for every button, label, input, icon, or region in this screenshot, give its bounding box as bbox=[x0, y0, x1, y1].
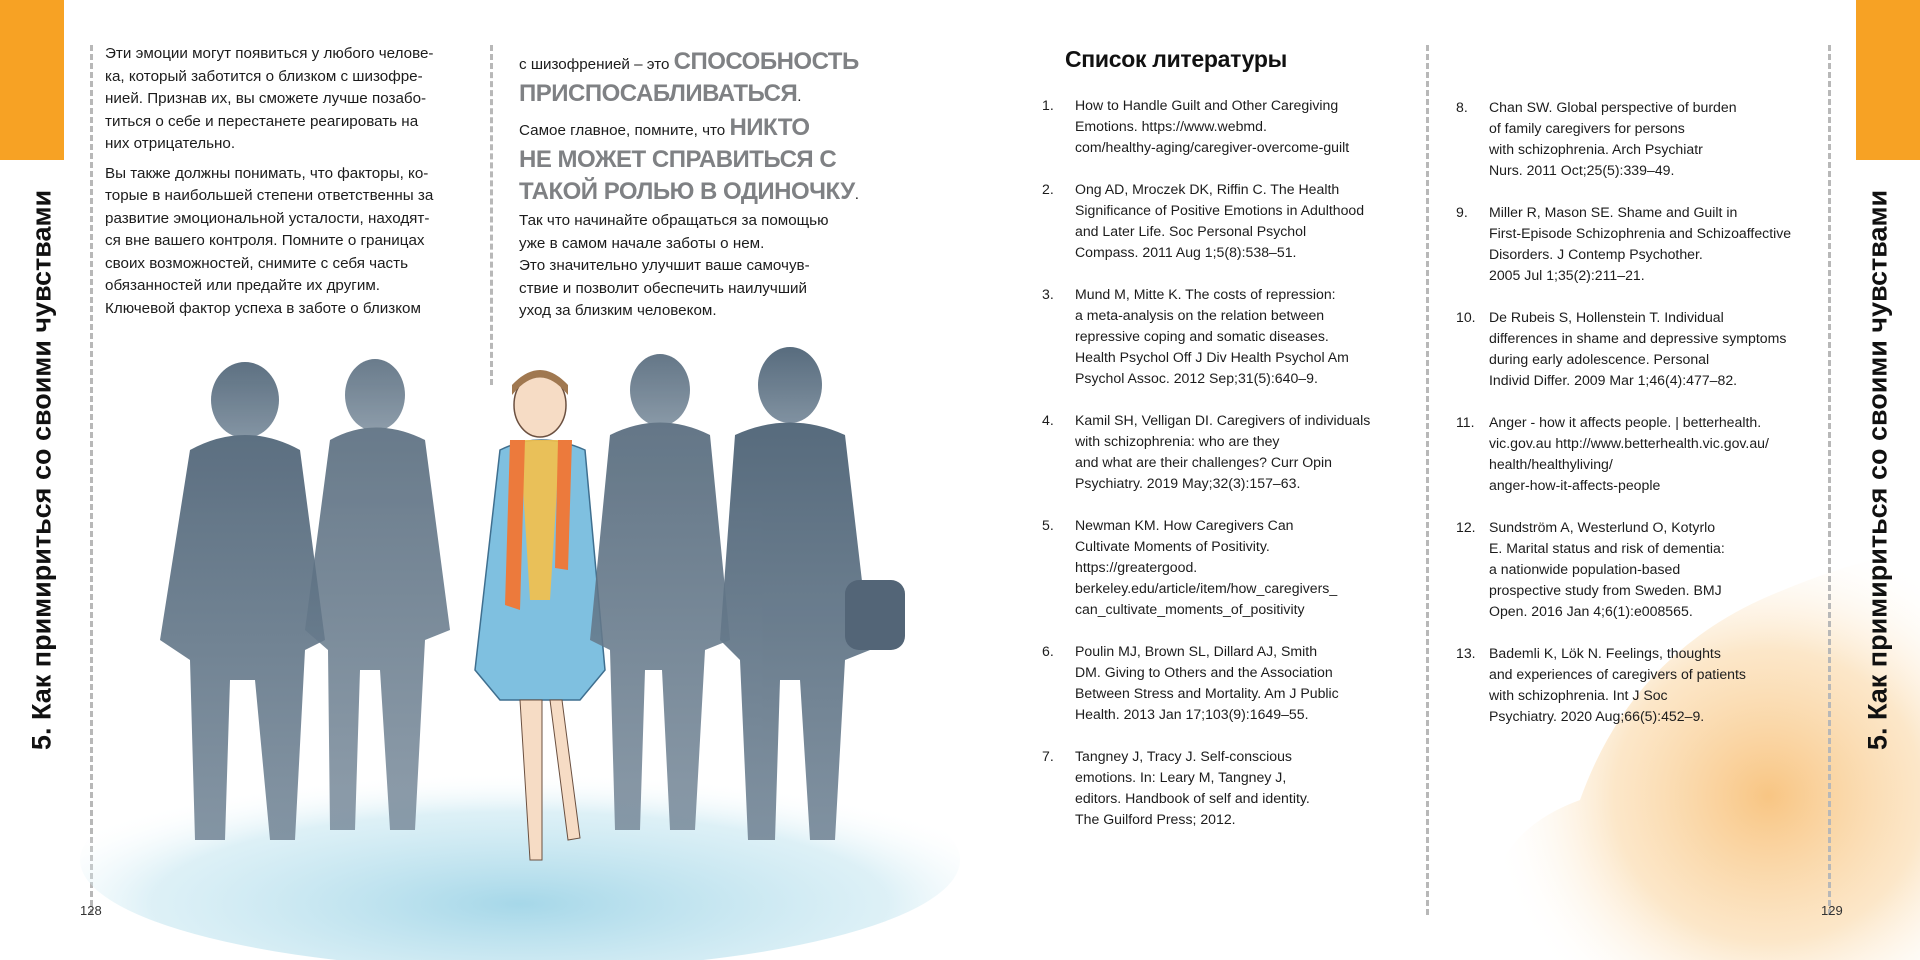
reference-number: 8. bbox=[1456, 99, 1468, 115]
reference-item bbox=[1042, 746, 1422, 830]
chapter-title-vertical: 5. Как примириться со своими чувствами bbox=[1862, 189, 1893, 751]
text-line: развитие эмоциональной усталости, находят- bbox=[105, 209, 430, 227]
reference-number: 10. bbox=[1456, 309, 1476, 325]
text-line: своих возможностей, снимите с себя часть bbox=[105, 254, 408, 272]
dashed-divider bbox=[1426, 45, 1429, 915]
reference-text: Mund M, Mitte K. The costs of repression: a meta-analysis on the relation between repressive coping and somatic diseases. Health Psychol Off J Div Health Psychol Am Psychol Assoc. 2012 Sep;31(5):640–9. bbox=[1075, 286, 1349, 386]
text-line: титься о себе и перестанете реагировать на bbox=[105, 112, 419, 130]
text-line: Вы также должны понимать, что факторы, ко- bbox=[105, 164, 429, 182]
text-line: Эти эмоции могут появиться у любого челове- bbox=[105, 45, 434, 62]
reference-item bbox=[1042, 410, 1422, 494]
reference-item bbox=[1456, 517, 1826, 622]
right-page bbox=[960, 0, 1920, 960]
orange-chapter-tab bbox=[0, 0, 64, 160]
reference-number: 13. bbox=[1456, 645, 1476, 661]
text-line bbox=[519, 112, 899, 144]
text-line: торые в наибольшей степени ответственны за bbox=[105, 187, 434, 204]
reference-number: 3. bbox=[1042, 286, 1054, 302]
text-line bbox=[519, 176, 899, 208]
emphasis-text: СПОСОБНОСТЬ bbox=[673, 48, 859, 75]
reference-text: Miller R, Mason SE. Shame and Guilt in First-Episode Schizophrenia and Schizoaffective Disorders. J Contemp Psychother. 2005 Jul 1;35(2):211–21. bbox=[1489, 204, 1792, 283]
reference-item bbox=[1042, 179, 1422, 263]
dashed-divider bbox=[1828, 45, 1831, 915]
text-line: Это значительно улучшит ваше самочув- bbox=[519, 257, 810, 274]
reference-text: Bademli K, Lök N. Feelings, thoughts and experiences of caregivers of patients with schizophrenia. Int J Soc Psychiatry. 2020 Aug;66(5):452–9. bbox=[1489, 645, 1746, 724]
reference-text: How to Handle Guilt and Other Caregiving Emotions. https://www.webmd. com/healthy-aging/caregiver-overcome-guilt bbox=[1075, 97, 1350, 155]
text-line: ся вне вашего контроля. Помните о границах bbox=[105, 232, 425, 249]
chapter-title-vertical: 5. Как примириться со своими чувствами bbox=[26, 189, 57, 751]
reference-number: 12. bbox=[1456, 519, 1476, 535]
reference-item bbox=[1456, 643, 1826, 727]
reference-text: Ong AD, Mroczek DK, Riffin C. The Health Significance of Positive Emotions in Adulthood and Later Life. Soc Personal Psychol Compass. 2011 Aug 1;5(8):538–51. bbox=[1075, 181, 1365, 260]
reference-number: 6. bbox=[1042, 643, 1054, 659]
emphasis-text: ПРИСПОСАБЛИВАТЬСЯ bbox=[519, 80, 798, 107]
page-number: 128 bbox=[80, 903, 102, 918]
reference-item bbox=[1456, 307, 1826, 391]
silhouette-figure bbox=[720, 347, 905, 840]
references-column-1 bbox=[1042, 95, 1422, 851]
text-line: обязанностей или предайте их другим. bbox=[105, 277, 380, 294]
text-line: нией. Признав их, вы сможете лучше позабо- bbox=[105, 90, 427, 107]
text-line: ствие и позволит обеспечить наилучший bbox=[519, 279, 807, 297]
reference-item bbox=[1042, 284, 1422, 389]
reference-item bbox=[1042, 515, 1422, 620]
text-column-2 bbox=[519, 46, 899, 323]
reference-number: 7. bbox=[1042, 748, 1054, 764]
orange-chapter-tab bbox=[1856, 0, 1920, 160]
references-column-2 bbox=[1456, 97, 1826, 748]
reference-number: 9. bbox=[1456, 204, 1468, 220]
reference-text: Newman KM. How Caregivers Can Cultivate Moments of Positivity. https://greatergood. berkeley.edu/article/item/how_caregivers_ can_cultivate_moments_of_positivity bbox=[1075, 517, 1338, 617]
text-line: уход за близким человеком. bbox=[519, 302, 717, 319]
dashed-divider bbox=[490, 45, 493, 385]
reference-item bbox=[1042, 641, 1422, 725]
reference-number: 11. bbox=[1456, 414, 1475, 430]
paragraph bbox=[105, 43, 480, 156]
reference-text: Chan SW. Global perspective of burden of family caregivers for persons with schizophrenia. Arch Psychiatr Nurs. 2011 Oct;25(5):339–49. bbox=[1489, 99, 1737, 178]
text-line: Так что начинайте обращаться за помощью bbox=[519, 212, 829, 229]
reference-text: De Rubeis S, Hollenstein T. Individual differences in shame and depressive symptoms during early adolescence. Personal Individ Differ. 2009 Mar 1;46(4):477–82. bbox=[1489, 309, 1787, 388]
watercolor-illustration-people bbox=[80, 340, 960, 960]
text-line: ка, который заботится о близком с шизофре- bbox=[105, 67, 423, 85]
reference-number: 1. bbox=[1042, 97, 1054, 113]
reference-number: 5. bbox=[1042, 517, 1054, 533]
text-line: уже в самом начале заботы о нем. bbox=[519, 234, 765, 252]
emphasis-text: НЕ МОЖЕТ СПРАВИТЬСЯ С bbox=[519, 146, 837, 173]
text-span: . bbox=[854, 186, 859, 203]
text-line bbox=[519, 46, 899, 78]
reference-number: 2. bbox=[1042, 181, 1054, 197]
emphasis-text: НИКТО bbox=[729, 114, 810, 141]
reference-text: Tangney J, Tracy J. Self-conscious emotions. In: Leary M, Tangney J, editors. Handbook of self and identity. The Guilford Press; 2012. bbox=[1075, 748, 1310, 827]
paragraph bbox=[519, 210, 899, 323]
reference-number: 4. bbox=[1042, 412, 1054, 428]
paragraph bbox=[105, 163, 480, 321]
emphasis-text: ТАКОЙ РОЛЬЮ В ОДИНОЧКУ bbox=[519, 178, 855, 205]
page-number: 129 bbox=[1821, 903, 1843, 918]
reference-text: Anger - how it affects people. | betterhealth. vic.gov.au http://www.betterhealth.vic.gov.au/ health/healthyliving/ anger-how-it-affects-people bbox=[1489, 414, 1769, 493]
reference-text: Sundström A, Westerlund O, Kotyrlo E. Marital status and risk of dementia: a nationwide population-based prospective study from Sweden. BMJ Open. 2016 Jan 4;6(1):e008565. bbox=[1489, 519, 1725, 619]
text-column-1 bbox=[105, 43, 480, 327]
text-line: них отрицательно. bbox=[105, 135, 236, 152]
text-span: с шизофренией – это bbox=[519, 56, 674, 73]
text-line: Ключевой фактор успеха в заботе о близком bbox=[105, 299, 421, 317]
reference-text: Poulin MJ, Brown SL, Dillard AJ, Smith DM. Giving to Others and the Association Between Stress and Mortality. Am J Public Health. 2013 Jan 17;103(9):1649–55. bbox=[1075, 643, 1339, 722]
reference-text: Kamil SH, Velligan DI. Caregivers of individuals with schizophrenia: who are they and what are their challenges? Curr Opin Psychiatry. 2019 May;32(3):157–63. bbox=[1075, 412, 1371, 491]
reference-item bbox=[1456, 97, 1826, 181]
references-heading: Список литературы bbox=[1065, 46, 1287, 72]
text-span: Самое главное, помните, что bbox=[519, 122, 730, 139]
reference-item bbox=[1456, 412, 1826, 496]
reference-item bbox=[1042, 95, 1422, 158]
text-line bbox=[519, 78, 899, 110]
reference-item bbox=[1456, 202, 1826, 286]
text-span: . bbox=[797, 88, 802, 105]
